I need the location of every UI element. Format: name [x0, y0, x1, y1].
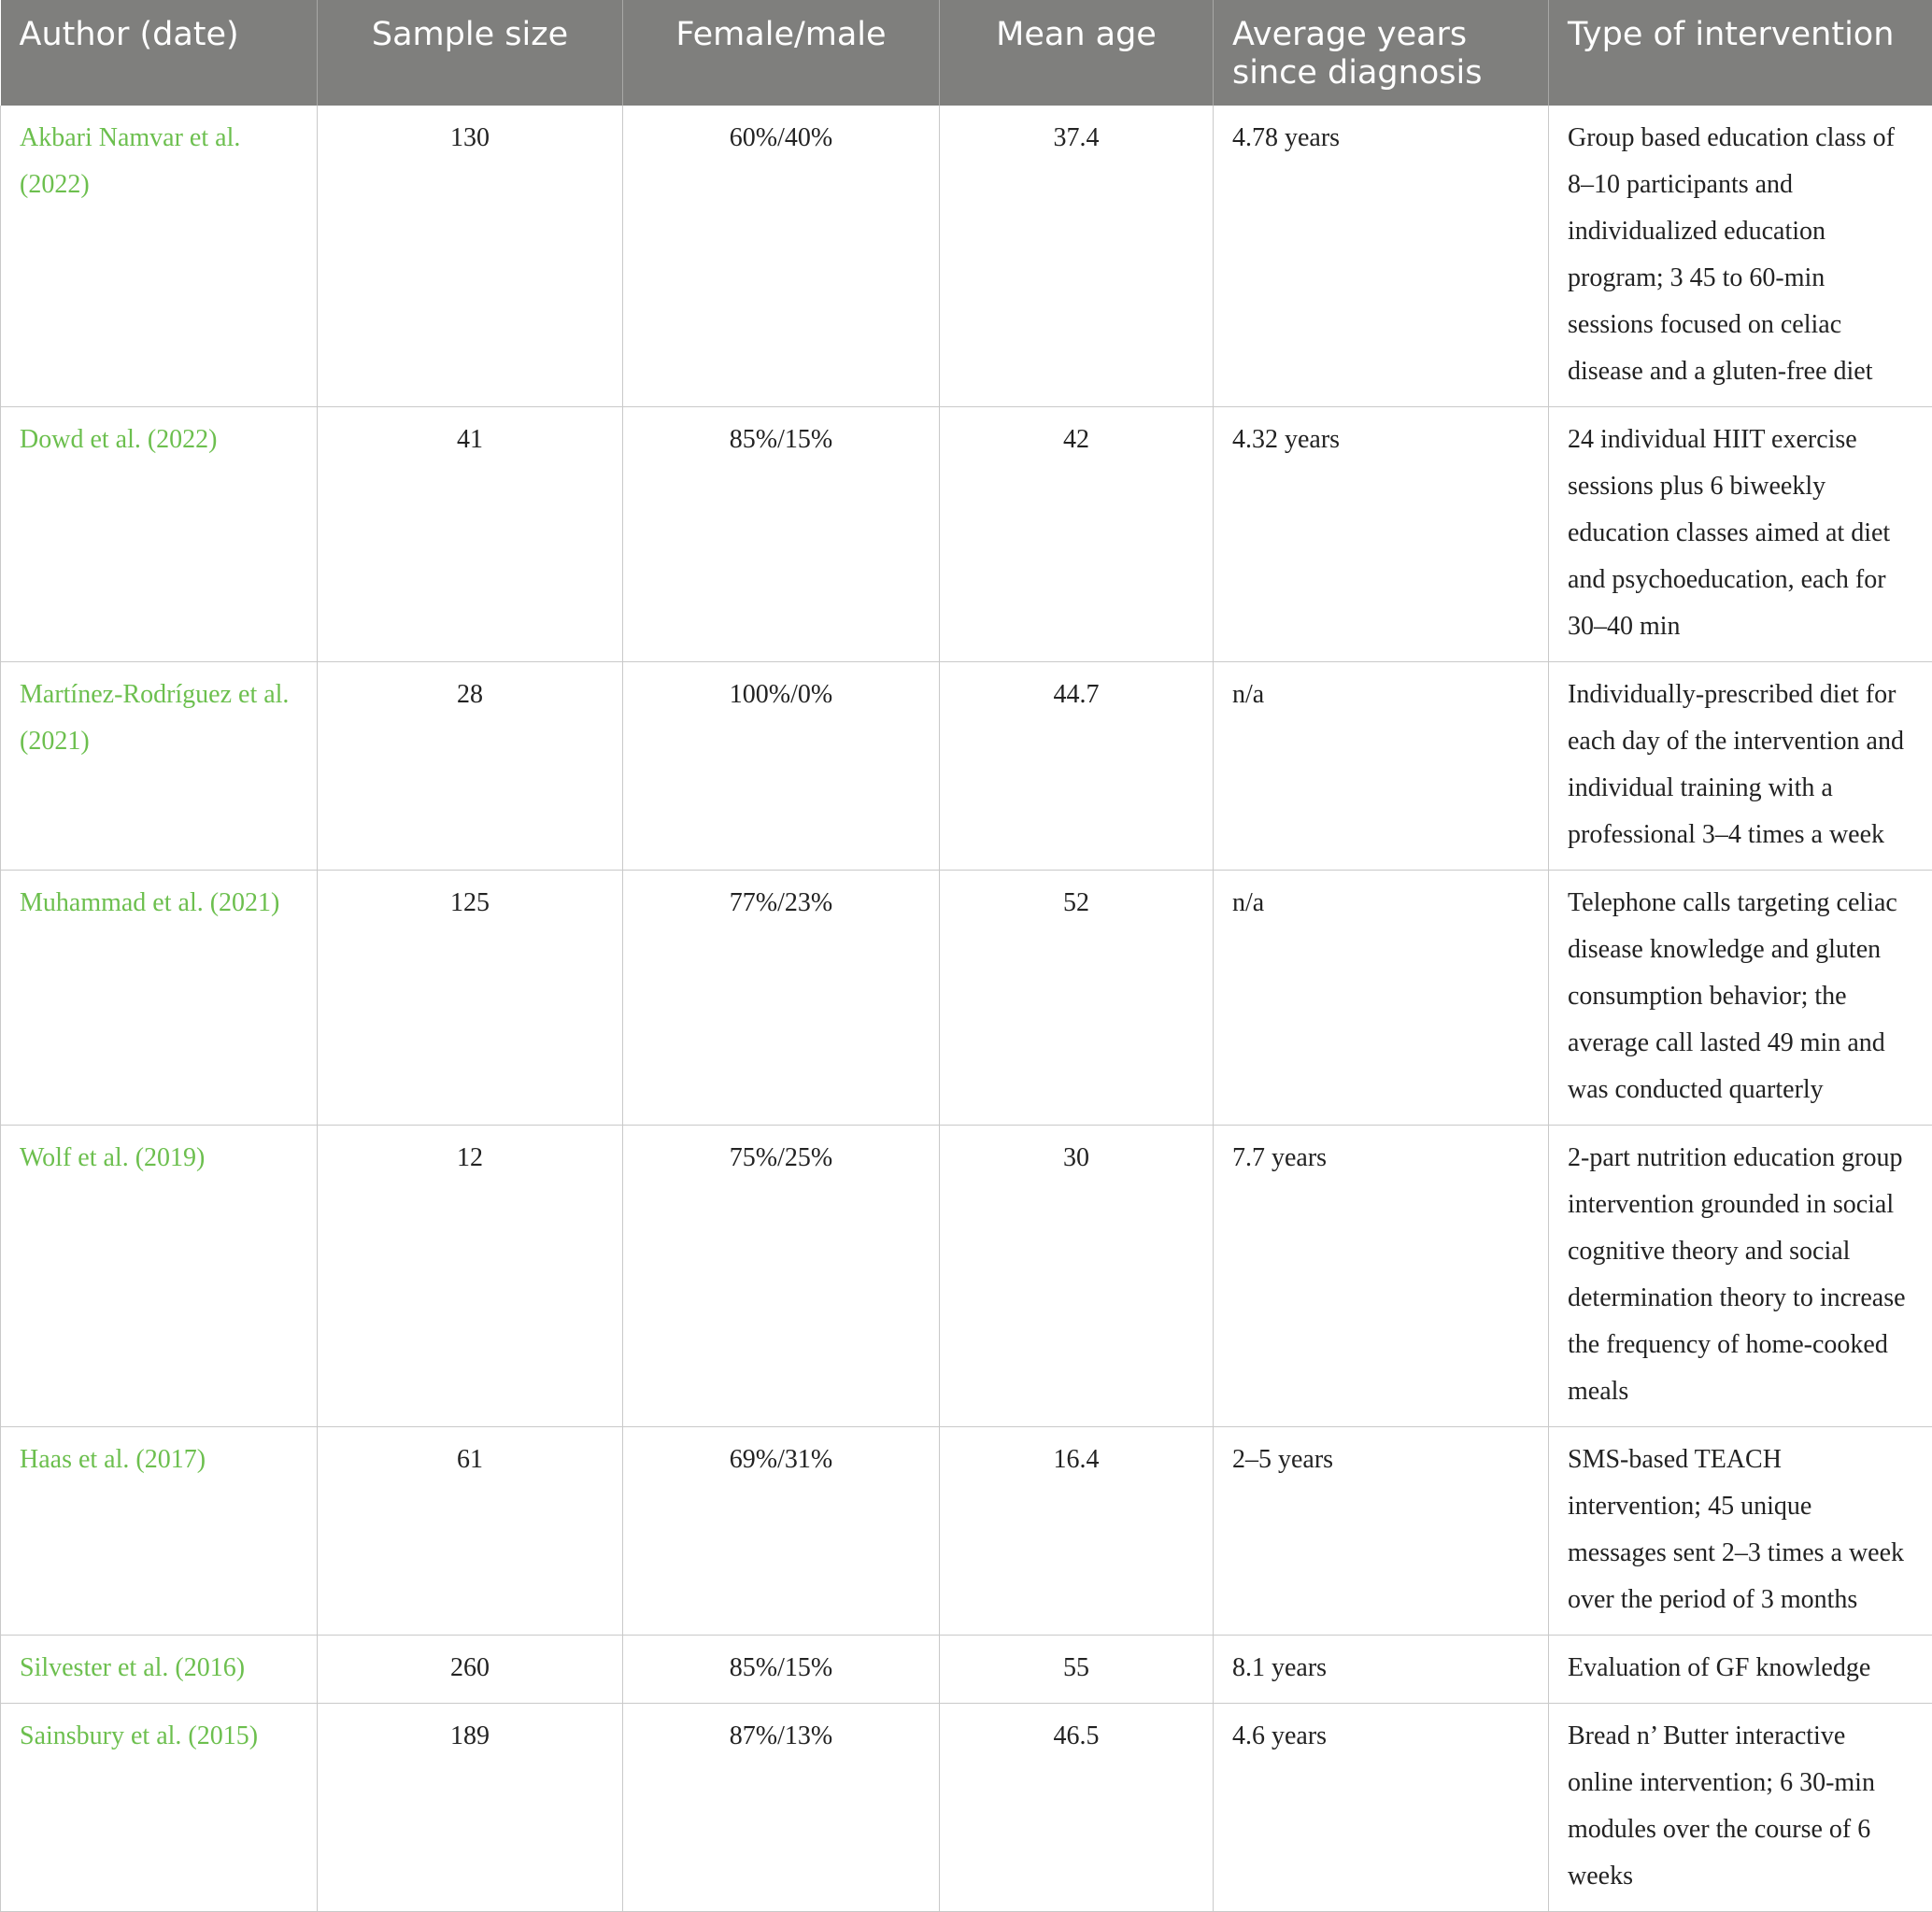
- female-male-cell: 75%/25%: [623, 1126, 940, 1427]
- table-row: [1, 1427, 1932, 1636]
- female-male-cell: 85%/15%: [623, 1636, 940, 1704]
- header-row: [1, 0, 1932, 106]
- intervention-cell: Group based education class of 8–10 participants and individualized education program; 3 45 to 60-min sessions focused on celiac disease and a gluten-free diet: [1549, 106, 1932, 407]
- intervention-cell: Evaluation of GF knowledge: [1549, 1636, 1932, 1704]
- header-years-since-diagnosis: Average years since diagnosis: [1214, 0, 1549, 106]
- sample-size-cell: 28: [318, 662, 623, 871]
- sample-size-cell: 189: [318, 1704, 623, 1912]
- author-link[interactable]: Dowd et al. (2022): [1, 407, 318, 662]
- sample-size-cell: 41: [318, 407, 623, 662]
- header-intervention: Type of intervention: [1549, 0, 1932, 106]
- author-link[interactable]: Haas et al. (2017): [1, 1427, 318, 1636]
- mean-age-cell: 55: [940, 1636, 1214, 1704]
- intervention-cell: Individually-prescribed diet for each day of the intervention and individual training with a professional 3–4 times a week: [1549, 662, 1932, 871]
- years-since-diagnosis-cell: 2–5 years: [1214, 1427, 1549, 1636]
- intervention-cell: Telephone calls targeting celiac disease knowledge and gluten consumption behavior; the average call lasted 49 min and was conducted quarterly: [1549, 871, 1932, 1126]
- years-since-diagnosis-cell: 7.7 years: [1214, 1126, 1549, 1427]
- mean-age-cell: 16.4: [940, 1427, 1214, 1636]
- mean-age-cell: 44.7: [940, 662, 1214, 871]
- author-link[interactable]: Martínez-Rodríguez et al. (2021): [1, 662, 318, 871]
- header-author: Author (date): [1, 0, 318, 106]
- years-since-diagnosis-cell: n/a: [1214, 662, 1549, 871]
- female-male-cell: 87%/13%: [623, 1704, 940, 1912]
- intervention-cell: 24 individual HIIT exercise sessions plus 6 biweekly education classes aimed at diet and psychoeducation, each for 30–40 min: [1549, 407, 1932, 662]
- mean-age-cell: 30: [940, 1126, 1214, 1427]
- author-link[interactable]: Muhammad et al. (2021): [1, 871, 318, 1126]
- intervention-cell: 2-part nutrition education group intervention grounded in social cognitive theory and social determination theory to increase the frequency of home-cooked meals: [1549, 1126, 1932, 1427]
- female-male-cell: 77%/23%: [623, 871, 940, 1126]
- author-link[interactable]: Akbari Namvar et al. (2022): [1, 106, 318, 407]
- sample-size-cell: 130: [318, 106, 623, 407]
- author-link[interactable]: Sainsbury et al. (2015): [1, 1704, 318, 1912]
- sample-size-cell: 12: [318, 1126, 623, 1427]
- years-since-diagnosis-cell: 4.6 years: [1214, 1704, 1549, 1912]
- header-female-male: Female/male: [623, 0, 940, 106]
- table-row: [1, 106, 1932, 407]
- intervention-cell: Bread n’ Butter interactive online intervention; 6 30-min modules over the course of 6 weeks: [1549, 1704, 1932, 1912]
- female-male-cell: 69%/31%: [623, 1427, 940, 1636]
- author-link[interactable]: Silvester et al. (2016): [1, 1636, 318, 1704]
- table-body: [1, 106, 1932, 1912]
- table-row: [1, 871, 1932, 1126]
- sample-size-cell: 61: [318, 1427, 623, 1636]
- years-since-diagnosis-cell: 4.32 years: [1214, 407, 1549, 662]
- intervention-cell: SMS-based TEACH intervention; 45 unique messages sent 2–3 times a week over the period of 3 months: [1549, 1427, 1932, 1636]
- table-row: [1, 407, 1932, 662]
- female-male-cell: 100%/0%: [623, 662, 940, 871]
- sample-size-cell: 260: [318, 1636, 623, 1704]
- author-link[interactable]: Wolf et al. (2019): [1, 1126, 318, 1427]
- table-row: [1, 1126, 1932, 1427]
- table-header: [1, 0, 1932, 106]
- mean-age-cell: 52: [940, 871, 1214, 1126]
- mean-age-cell: 46.5: [940, 1704, 1214, 1912]
- header-sample-size: Sample size: [318, 0, 623, 106]
- sample-size-cell: 125: [318, 871, 623, 1126]
- years-since-diagnosis-cell: n/a: [1214, 871, 1549, 1126]
- years-since-diagnosis-cell: 4.78 years: [1214, 106, 1549, 407]
- female-male-cell: 85%/15%: [623, 407, 940, 662]
- years-since-diagnosis-cell: 8.1 years: [1214, 1636, 1549, 1704]
- table-row: [1, 662, 1932, 871]
- table-row: [1, 1704, 1932, 1912]
- header-mean-age: Mean age: [940, 0, 1214, 106]
- mean-age-cell: 37.4: [940, 106, 1214, 407]
- table-row: [1, 1636, 1932, 1704]
- mean-age-cell: 42: [940, 407, 1214, 662]
- female-male-cell: 60%/40%: [623, 106, 940, 407]
